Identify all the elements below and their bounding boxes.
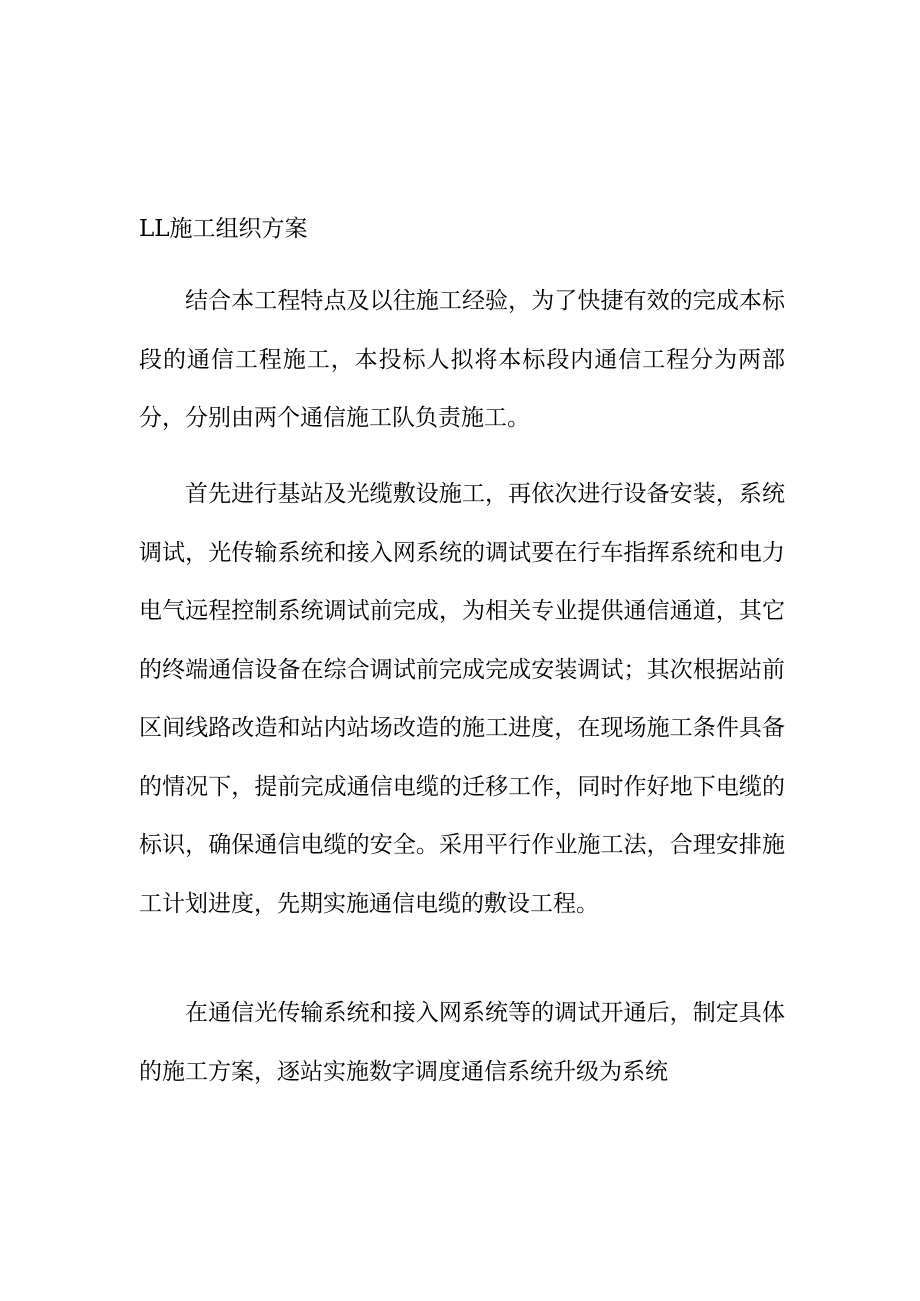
paragraph-1: 结合本工程特点及以往施工经验，为了快捷有效的完成本标段的通信工程施工，本投标人拟将本标段内通信工程分为两部分，分别由两个通信施工队负责施工。 — [139, 288, 785, 431]
section-heading: LL施工组织方案 — [139, 216, 308, 242]
paragraph-2: 首先进行基站及光缆敷设施工，再依次进行设备安装，系统调试，光传输系统和接入网系统的调试要在行车指挥系统和电力电气远程控制系统调试前完成，为相关专业提供通信通道，其它的终端通信设备在综合调试前完成完成安装调试；其次根据站前区间线路改造和站内站场改造的施工进度，在现场施工条件具备的情况下，提前完成通信电缆的迁移工作，同时作好地下电缆的标识，确保通信电缆的安全。采用平行作业施工法，合理安排施工计划进度，先期实施通信电缆的敷设工程。 — [139, 481, 785, 917]
paragraph-3: 在通信光传输系统和接入网系统等的调试开通后，制定具体的施工方案，逐站实施数字调度通信系统升级为系统 — [139, 1000, 785, 1085]
